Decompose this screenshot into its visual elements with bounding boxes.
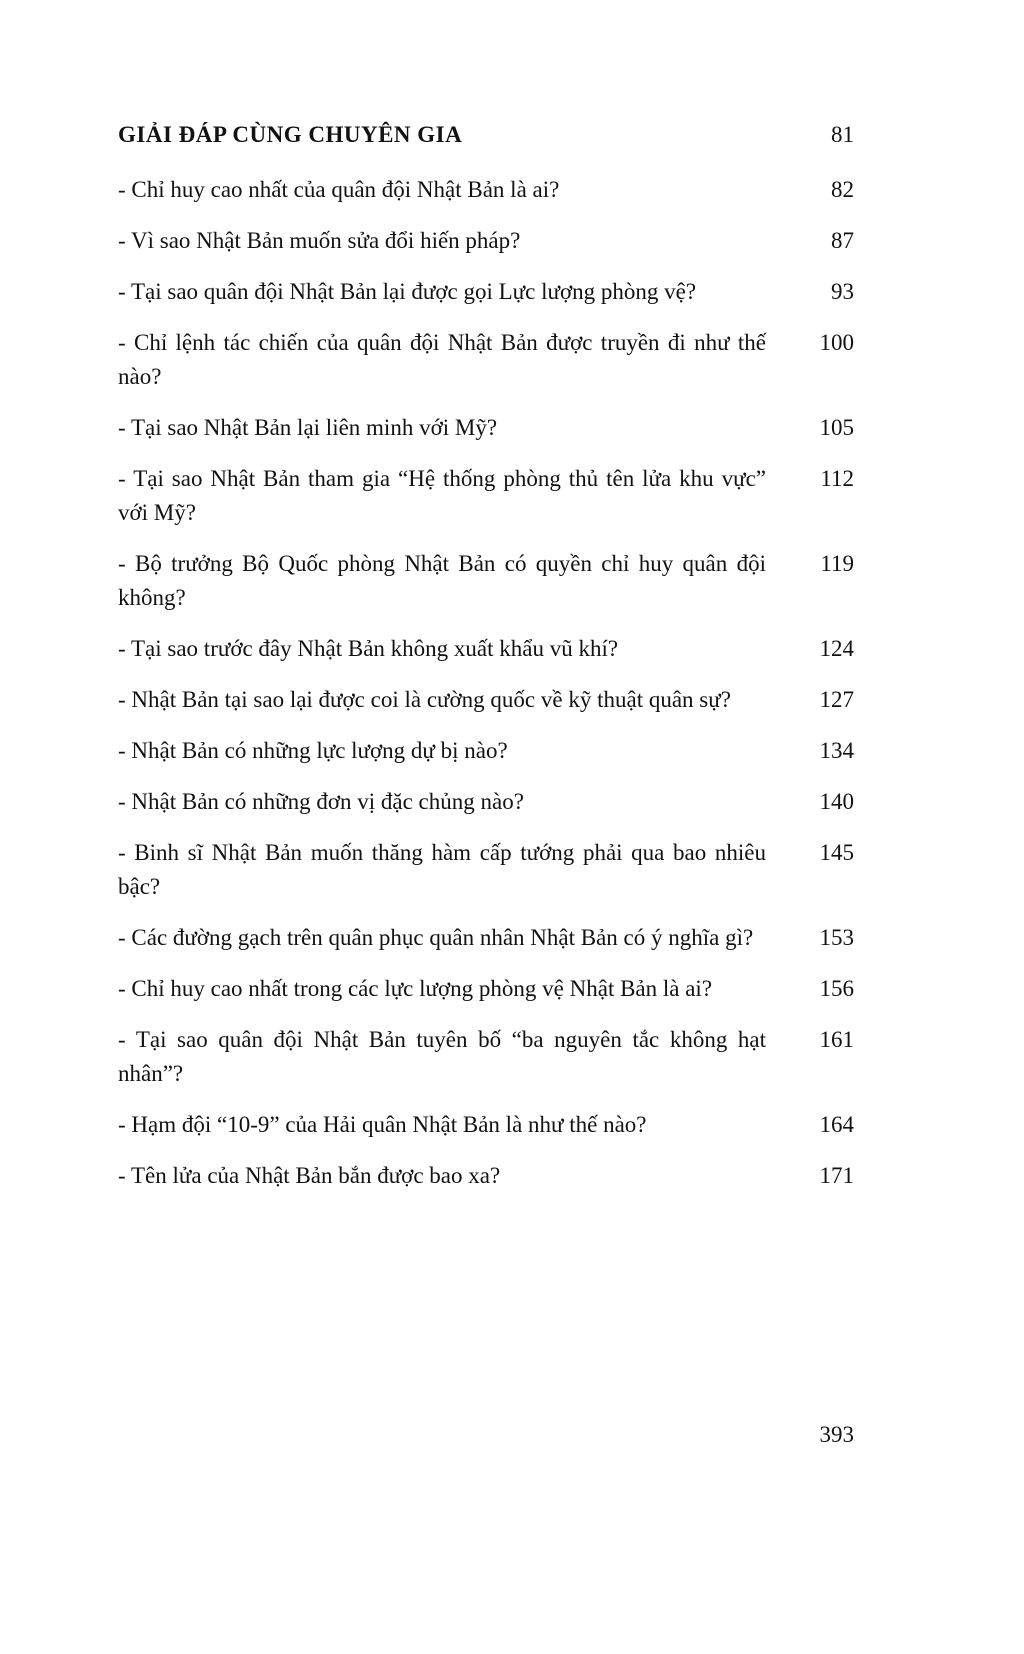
toc-entry-page-number: 87 xyxy=(831,228,854,253)
toc-entry-row xyxy=(118,972,854,1006)
toc-section-heading: GIẢI ĐÁP CÙNG CHUYÊN GIA xyxy=(118,122,463,147)
toc-entry-row xyxy=(118,632,854,666)
toc-entry-row xyxy=(118,836,854,904)
toc-section-heading-row xyxy=(118,118,854,152)
footer-page-number: 393 xyxy=(819,1422,854,1447)
toc-entry-text: - Tại sao quân đội Nhật Bản tuyên bố “ba nguyên tắc không hạt nhân”? xyxy=(118,1027,766,1086)
toc-entry-row xyxy=(118,1023,854,1091)
toc-entry-row xyxy=(118,411,854,445)
toc-entry-row xyxy=(118,326,854,394)
toc-entry-text: - Vì sao Nhật Bản muốn sửa đổi hiến pháp? xyxy=(118,228,521,253)
toc-entry-page-number: 161 xyxy=(819,1027,854,1052)
toc-entry-text: - Hạm đội “10-9” của Hải quân Nhật Bản là như thế nào? xyxy=(118,1112,647,1137)
toc-entry-row xyxy=(118,734,854,768)
toc-entry-text: - Tại sao quân đội Nhật Bản lại được gọi Lực lượng phòng vệ? xyxy=(118,279,697,304)
toc-entry-text: - Nhật Bản có những lực lượng dự bị nào? xyxy=(118,738,508,763)
toc-entry-row xyxy=(118,275,854,309)
toc-entry-page-number: 112 xyxy=(820,466,854,491)
toc-entry-text: - Binh sĩ Nhật Bản muốn thăng hàm cấp tướng phải qua bao nhiêu bậc? xyxy=(118,840,766,899)
toc-entry-text: - Nhật Bản có những đơn vị đặc chủng nào? xyxy=(118,789,524,814)
toc-entry-page-number: 93 xyxy=(831,279,854,304)
toc-entry-text: - Tại sao trước đây Nhật Bản không xuất khẩu vũ khí? xyxy=(118,636,619,661)
toc-entry-text: - Tại sao Nhật Bản lại liên minh với Mỹ? xyxy=(118,415,498,440)
toc-entry-text: - Tên lửa của Nhật Bản bắn được bao xa? xyxy=(118,1163,501,1188)
toc-entry-text: - Chỉ lệnh tác chiến của quân đội Nhật Bản được truyền đi như thế nào? xyxy=(118,330,766,389)
toc-entry-row xyxy=(118,683,854,717)
toc-entry-page-number: 134 xyxy=(819,738,854,763)
toc-entry-row xyxy=(118,224,854,258)
toc-entry-page-number: 119 xyxy=(820,551,854,576)
toc-entry-row xyxy=(118,1108,854,1142)
toc-entry-page-number: 82 xyxy=(831,177,854,202)
toc-entry-row xyxy=(118,547,854,615)
toc-section-heading-page-number: 81 xyxy=(831,122,854,147)
toc-entry-page-number: 171 xyxy=(819,1163,854,1188)
toc-entry-text: - Bộ trưởng Bộ Quốc phòng Nhật Bản có quyền chỉ huy quân đội không? xyxy=(118,551,766,610)
toc-entry-page-number: 105 xyxy=(819,415,854,440)
toc-entry-text: - Nhật Bản tại sao lại được coi là cường quốc về kỹ thuật quân sự? xyxy=(118,687,731,712)
toc-entry-page-number: 156 xyxy=(819,976,854,1001)
toc-entry-text: - Chỉ huy cao nhất của quân đội Nhật Bản là ai? xyxy=(118,177,560,202)
toc-entry-row xyxy=(118,173,854,207)
toc-entry-page-number: 153 xyxy=(819,925,854,950)
toc-entry-page-number: 124 xyxy=(819,636,854,661)
toc-entry-text: - Tại sao Nhật Bản tham gia “Hệ thống phòng thủ tên lửa khu vực” với Mỹ? xyxy=(118,466,766,525)
toc-entry-row xyxy=(118,921,854,955)
toc-list xyxy=(118,173,854,1193)
table-of-contents xyxy=(118,118,854,1210)
toc-entry-row xyxy=(118,785,854,819)
toc-entry-text: - Các đường gạch trên quân phục quân nhân Nhật Bản có ý nghĩa gì? xyxy=(118,925,754,950)
toc-entry-row xyxy=(118,1159,854,1193)
toc-entry-row xyxy=(118,462,854,530)
toc-entry-page-number: 100 xyxy=(819,330,854,355)
toc-entry-text: - Chỉ huy cao nhất trong các lực lượng phòng vệ Nhật Bản là ai? xyxy=(118,976,713,1001)
toc-entry-page-number: 140 xyxy=(819,789,854,814)
toc-entry-page-number: 127 xyxy=(819,687,854,712)
toc-entry-page-number: 164 xyxy=(819,1112,854,1137)
toc-entry-page-number: 145 xyxy=(819,840,854,865)
